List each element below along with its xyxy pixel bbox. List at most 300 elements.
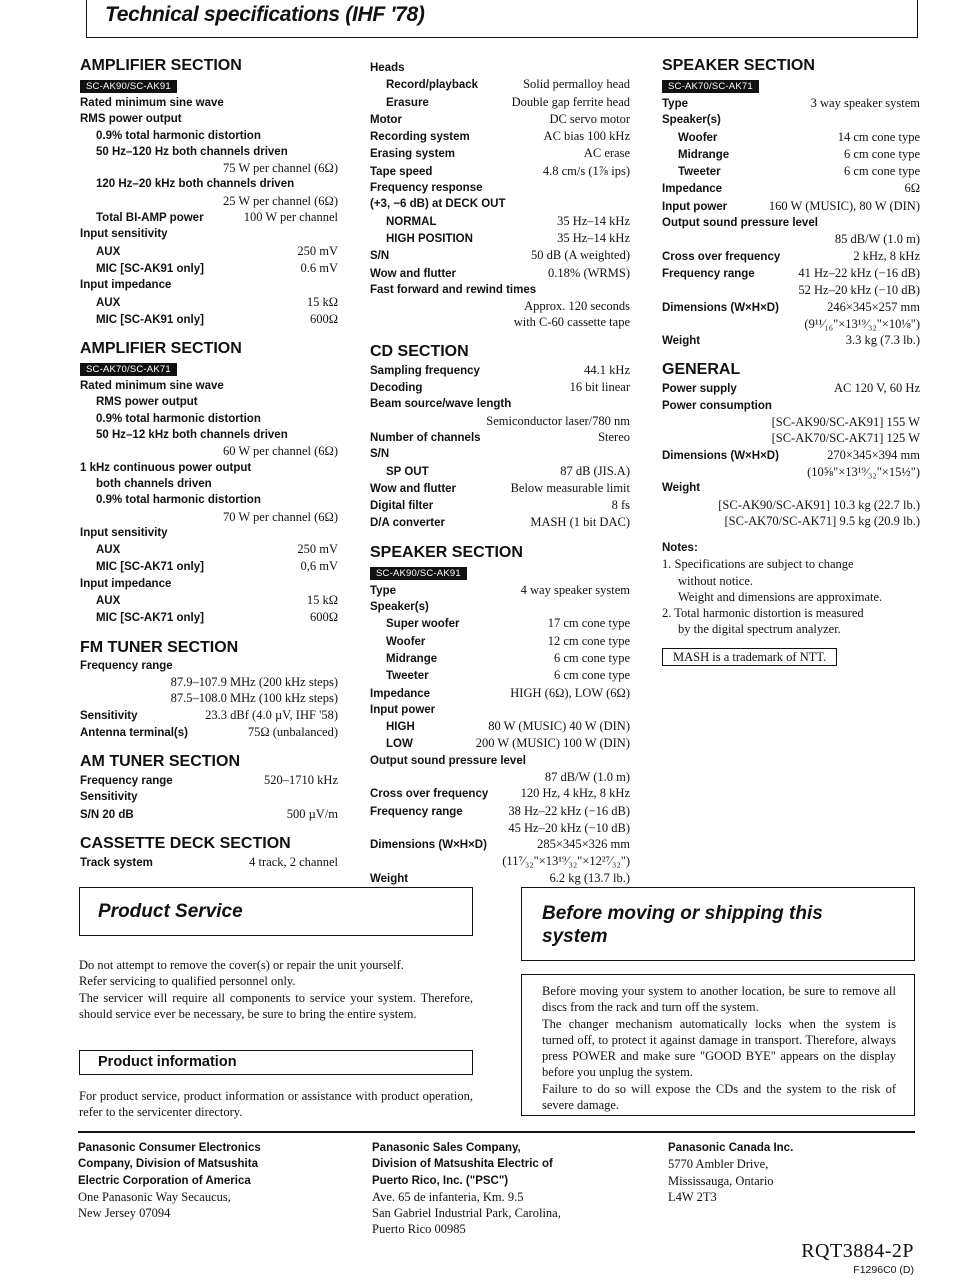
spec-row — [662, 215, 920, 231]
spec-label: 120 Hz–20 kHz both channels driven — [96, 178, 295, 191]
spec-row — [370, 362, 630, 379]
section-heading: FM TUNER SECTION — [80, 638, 239, 656]
spec-row — [80, 772, 338, 789]
note-1c: Weight and dimensions are approximate. — [678, 589, 883, 604]
spec-value: 6 cm cone type — [843, 164, 920, 179]
section-heading: AMPLIFIER SECTION — [80, 57, 242, 74]
spec-row — [80, 690, 338, 706]
spec-row — [80, 243, 338, 260]
spec-label: Input power — [662, 200, 728, 213]
spec-value: 6Ω — [904, 181, 920, 196]
spec-value: [SC-AK70/SC-AK71] 125 W — [771, 431, 920, 446]
spec-label: Wow and flutter — [370, 267, 457, 280]
spec-value: 25 W per channel (6Ω) — [222, 193, 338, 208]
spec-label: Recording system — [370, 131, 470, 144]
spec-row — [370, 667, 630, 684]
spec-row — [370, 265, 630, 282]
spec-label: Dimensions (W×H×D) — [370, 839, 487, 852]
product-info-box — [79, 1050, 473, 1075]
moving-line-1: Before moving your system to another location, be sure to remove all discs from the rack and turn off the system. — [542, 984, 896, 1015]
spec-label: Output sound pressure level — [662, 217, 818, 230]
spec-row — [370, 128, 630, 145]
spec-value: Double gap ferrite head — [511, 94, 630, 109]
spec-row — [370, 396, 630, 412]
spec-value: 6 cm cone type — [843, 146, 920, 161]
model-badge-row — [80, 359, 338, 378]
spec-label: 50 Hz–12 kHz both channels driven — [96, 429, 288, 442]
spec-row — [370, 718, 630, 735]
spec-row — [370, 111, 630, 128]
spec-row — [80, 854, 338, 871]
model-badge: SC-AK70/SC-AK71 — [80, 363, 177, 376]
spec-row — [370, 599, 630, 615]
spec-value: 44.1 kHz — [584, 362, 630, 377]
spec-label: Input impedance — [80, 577, 172, 590]
spec-row — [370, 298, 630, 314]
section-heading: AM TUNER SECTION — [80, 753, 240, 771]
spec-row — [370, 497, 630, 514]
spec-row — [662, 112, 920, 128]
spec-label: S/N — [370, 448, 390, 461]
spec-row — [370, 650, 630, 667]
spec-row — [80, 707, 338, 724]
spec-label: Tweeter — [678, 166, 721, 179]
spec-value: 285×345×326 mm — [537, 837, 630, 852]
spec-value: DC servo motor — [549, 111, 630, 126]
address-3 — [668, 1140, 908, 1205]
spec-value: 246×345×257 mm — [827, 299, 920, 314]
section-gap — [80, 627, 338, 638]
spec-row — [80, 443, 338, 459]
spec-value: 250 mV — [297, 243, 338, 258]
spec-value: 12 cm cone type — [547, 633, 630, 648]
spec-value: 16 bit linear — [569, 380, 630, 395]
spec-row — [80, 674, 338, 690]
spec-value: 35 Hz–14 kHz — [557, 213, 630, 228]
notes — [662, 540, 920, 666]
spec-label: Track system — [80, 856, 153, 869]
spec-label: Decoding — [370, 382, 423, 395]
spec-value: 87.5–108.0 MHz (100 kHz steps) — [170, 691, 338, 706]
footer-rule — [78, 1131, 915, 1133]
spec-value: 15 kΩ — [306, 294, 338, 309]
spec-label: Sensitivity — [80, 791, 138, 804]
spec-row — [80, 509, 338, 525]
spec-label: MIC [SC-AK71 only] — [96, 561, 204, 574]
spec-label: both channels driven — [96, 477, 212, 490]
spec-value: 45 Hz–20 kHz (−10 dB) — [508, 820, 630, 835]
spec-label: Weight — [662, 335, 701, 348]
spec-value: 75 W per channel (6Ω) — [222, 161, 338, 176]
address-2 — [372, 1140, 642, 1238]
spec-label: Frequency range — [80, 659, 173, 672]
spec-row — [370, 180, 630, 196]
address-1-line-4: One Panasonic Way Secaucus, — [78, 1189, 231, 1204]
spec-label: Fast forward and rewind times — [370, 283, 537, 296]
spec-row — [370, 213, 630, 230]
spec-label: Antenna terminal(s) — [80, 726, 188, 739]
spec-row — [662, 480, 920, 496]
address-3-line-3: Mississauga, Ontario — [668, 1173, 774, 1188]
spec-label: Super woofer — [386, 618, 460, 631]
address-2-line-3: Puerto Rico, Inc. ("PSC") — [372, 1174, 509, 1187]
spec-row — [370, 413, 630, 429]
spec-label: Erasure — [386, 96, 429, 109]
spec-row — [662, 398, 920, 414]
specs-column-2 — [370, 60, 630, 887]
spec-value: HIGH (6Ω), LOW (6Ω) — [510, 685, 630, 700]
spec-label: 1 kHz continuous power output — [80, 461, 252, 474]
spec-row — [370, 702, 630, 718]
spec-label: Dimensions (W×H×D) — [662, 449, 779, 462]
spec-value: Approx. 120 seconds — [524, 299, 630, 314]
section-heading: GENERAL — [662, 361, 741, 379]
spec-value: 70 W per channel (6Ω) — [222, 509, 338, 524]
spec-value: (9¹¹⁄₁₆"×13¹⁹⁄₃₂"×10⅛") — [804, 316, 920, 331]
spec-row — [370, 247, 630, 264]
spec-value: Below measurable limit — [510, 480, 630, 495]
spec-row — [370, 314, 630, 330]
note-1b: without notice. — [678, 573, 753, 588]
model-badge-row — [80, 76, 338, 95]
moving-text — [542, 983, 896, 1113]
spec-label: Digital filter — [370, 500, 434, 513]
product-info-text — [79, 1088, 473, 1121]
spec-value: 0.18% (WRMS) — [548, 265, 630, 280]
spec-value: 17 cm cone type — [547, 616, 630, 631]
spec-label: Total BI-AMP power — [96, 212, 204, 225]
spec-row — [370, 769, 630, 785]
spec-label: Sampling frequency — [370, 364, 480, 377]
spec-row — [370, 753, 630, 769]
spec-label: Midrange — [678, 148, 730, 161]
section-heading: SPEAKER SECTION — [662, 57, 815, 74]
spec-label: HIGH POSITION — [386, 232, 473, 245]
spec-value: 160 W (MUSIC), 80 W (DIN) — [768, 198, 920, 213]
spec-value: 4 track, 2 channel — [249, 854, 338, 869]
spec-value: 520–1710 kHz — [264, 773, 338, 788]
spec-value: 500 µV/m — [286, 806, 338, 821]
document-code: RQT3884-2P — [801, 1240, 914, 1262]
spec-label: Tweeter — [386, 670, 429, 683]
spec-label: 50 Hz–120 Hz both channels driven — [96, 145, 288, 158]
model-badge: SC-AK90/SC-AK91 — [80, 80, 177, 93]
spec-label: (+3, −6 dB) at DECK OUT — [370, 198, 506, 211]
spec-label: RMS power output — [80, 113, 182, 126]
spec-label: Wow and flutter — [370, 482, 457, 495]
spec-label: Frequency response — [370, 182, 483, 195]
spec-label: Type — [662, 98, 688, 110]
spec-row — [370, 429, 630, 446]
spec-row — [370, 615, 630, 632]
section-gap — [80, 823, 338, 834]
spec-row — [370, 803, 630, 820]
print-code: F1296C0 (D) — [853, 1264, 914, 1276]
spec-label: Woofer — [386, 635, 426, 648]
spec-value: 100 W per channel — [243, 210, 338, 225]
spec-value: Semiconductor laser/780 nm — [486, 413, 630, 428]
spec-row — [662, 414, 920, 430]
spec-row — [370, 230, 630, 247]
spec-row — [80, 311, 338, 328]
page-title: Technical specifications (IHF '78) — [105, 3, 425, 26]
spec-value: MASH (1 bit DAC) — [530, 515, 630, 530]
spec-row — [370, 282, 630, 298]
spec-label: Input impedance — [80, 279, 172, 292]
spec-label: Woofer — [678, 131, 718, 144]
section-gap — [370, 331, 630, 342]
spec-value: 4 way speaker system — [520, 582, 630, 597]
address-2-line-2: Division of Matsushita Electric of — [372, 1158, 553, 1171]
spec-row — [80, 209, 338, 226]
spec-label: Output sound pressure level — [370, 754, 526, 767]
section-heading: CD SECTION — [370, 342, 469, 360]
spec-value: 52 Hz–20 kHz (−10 dB) — [798, 283, 920, 298]
address-2-line-4: Ave. 65 de infanteria, Km. 9.5 — [372, 1189, 524, 1204]
spec-value: 4.8 cm/s (1⅞ ips) — [542, 163, 630, 178]
spec-label: LOW — [386, 738, 413, 751]
spec-row — [662, 231, 920, 247]
spec-row — [80, 176, 338, 192]
spec-label: MIC [SC-AK91 only] — [96, 262, 204, 275]
note-2b: by the digital spectrum analyzer. — [678, 622, 841, 637]
section-gap — [80, 741, 338, 752]
spec-row — [80, 378, 338, 394]
spec-label: Record/playback — [386, 79, 479, 92]
spec-label: Weight — [370, 872, 409, 885]
spec-value: 270×345×394 mm — [827, 447, 920, 462]
product-info-title: Product information — [98, 1054, 237, 1070]
spec-value: 0,6 mV — [300, 559, 338, 574]
spec-value: 2 kHz, 8 kHz — [853, 248, 920, 263]
moving-line-3: Failure to do so will expose the CDs and the system to the risk of severe damage. — [542, 1081, 896, 1113]
spec-row — [662, 513, 920, 529]
address-1-line-5: New Jersey 07094 — [78, 1206, 171, 1221]
spec-value: 87.9–107.9 MHz (200 kHz steps) — [170, 674, 338, 689]
title-box — [86, 0, 918, 38]
section-heading: CASSETTE DECK SECTION — [80, 834, 291, 852]
spec-label: Heads — [370, 62, 405, 74]
spec-value: 35 Hz–14 kHz — [557, 230, 630, 245]
specs-column-3 — [662, 56, 920, 529]
model-badge-row — [370, 563, 630, 582]
spec-label: Tape speed — [370, 165, 433, 178]
spec-value: 15 kΩ — [306, 593, 338, 608]
service-line-2: Refer servicing to qualified personnel only. — [79, 974, 296, 989]
section-heading: SPEAKER SECTION — [370, 543, 523, 561]
spec-row — [370, 685, 630, 702]
spec-row — [662, 299, 920, 316]
address-2-line-6: Puerto Rico 00985 — [372, 1222, 466, 1237]
spec-label: Type — [370, 584, 396, 597]
product-info-line: For product service, product information or assistance with product operation, refer to the servicenter directory. — [79, 1089, 473, 1120]
address-1-line-2: Company, Division of Matsushita — [78, 1158, 258, 1171]
spec-value: 85 dB/W (1.0 m) — [834, 232, 920, 247]
spec-row — [370, 836, 630, 853]
spec-label: Cross over frequency — [662, 250, 781, 263]
model-badge: SC-AK90/SC-AK91 — [370, 567, 467, 580]
spec-row — [370, 145, 630, 162]
spec-label: Dimensions (W×H×D) — [662, 301, 779, 314]
spec-label: Sensitivity — [80, 709, 138, 722]
spec-row — [662, 497, 920, 513]
spec-row — [80, 128, 338, 144]
spec-label: 0.9% total harmonic distortion — [96, 129, 261, 142]
spec-label: RMS power output — [96, 396, 198, 409]
spec-row — [662, 129, 920, 146]
spec-value: 75Ω (unbalanced) — [247, 724, 338, 739]
address-2-line-5: San Gabriel Industrial Park, Carolina, — [372, 1206, 561, 1221]
spec-row — [662, 447, 920, 464]
spec-label: Motor — [370, 113, 402, 126]
spec-row — [370, 60, 630, 76]
spec-label: S/N — [370, 250, 390, 263]
spec-row — [370, 514, 630, 531]
address-1 — [78, 1140, 338, 1221]
trademark-note: MASH is a trademark of NTT. — [662, 648, 837, 666]
spec-label: Number of channels — [370, 431, 481, 444]
address-2-line-1: Panasonic Sales Company, — [372, 1142, 521, 1154]
product-service-text — [79, 957, 473, 1022]
spec-row — [80, 576, 338, 592]
spec-row — [370, 785, 630, 802]
spec-label: Weight — [662, 482, 701, 495]
spec-label: Frequency range — [662, 267, 755, 280]
spec-value: 6.2 kg (13.7 lb.) — [549, 870, 630, 885]
spec-row — [662, 180, 920, 197]
spec-value: 120 Hz, 4 kHz, 8 kHz — [520, 786, 630, 801]
spec-value: 600Ω — [309, 311, 338, 326]
spec-label: Power supply — [662, 383, 737, 396]
spec-row — [370, 76, 630, 93]
specs-column-1 — [80, 56, 338, 871]
spec-row — [662, 316, 920, 332]
spec-row — [80, 95, 338, 111]
spec-label: Input power — [370, 703, 436, 716]
spec-row — [370, 870, 630, 887]
spec-row — [662, 282, 920, 298]
service-line-1: Do not attempt to remove the cover(s) or repair the unit yourself. — [79, 958, 404, 972]
spec-label: Speaker(s) — [662, 114, 721, 127]
spec-row — [662, 430, 920, 446]
spec-row — [80, 806, 338, 823]
spec-label: Cross over frequency — [370, 788, 489, 801]
spec-row — [80, 609, 338, 626]
spec-value: Stereo — [598, 429, 630, 444]
spec-label: MIC [SC-AK71 only] — [96, 612, 204, 625]
address-1-line-1: Panasonic Consumer Electronics — [78, 1142, 261, 1154]
spec-label: 0.9% total harmonic distortion — [96, 494, 261, 507]
spec-value: [SC-AK90/SC-AK91] 10.3 kg (22.7 lb.) — [718, 497, 920, 512]
spec-row — [370, 735, 630, 752]
section-heading: AMPLIFIER SECTION — [80, 340, 242, 358]
service-line-3: The servicer will require all components to service your system. Therefore, should service ever be necessary, be sure to bring the entire system. — [79, 990, 473, 1021]
section-gap — [662, 349, 920, 360]
spec-row — [662, 265, 920, 282]
spec-label: Power consumption — [662, 399, 772, 412]
address-3-line-4: L4W 2T3 — [668, 1189, 717, 1204]
spec-value: 23.3 dBf (4.0 µV, IHF '58) — [205, 707, 338, 722]
address-3-line-1: Panasonic Canada Inc. — [668, 1142, 794, 1154]
spec-row — [80, 724, 338, 741]
spec-row — [370, 94, 630, 111]
spec-value: Solid permalloy head — [523, 77, 630, 92]
spec-label: Frequency range — [370, 805, 463, 818]
spec-label: Impedance — [662, 183, 723, 196]
moving-line-2: The changer mechanism automatically locks when the system is turned off, to protect it against damage in transport. Therefore, always press POWER and make sure "GOOD BYE" appears on the display before you unplug the system. — [542, 1016, 896, 1080]
spec-value: 14 cm cone type — [837, 129, 920, 144]
spec-label: D/A converter — [370, 517, 445, 530]
spec-row — [370, 633, 630, 650]
spec-row — [662, 198, 920, 215]
spec-label: Speaker(s) — [370, 601, 429, 614]
spec-row — [80, 658, 338, 674]
spec-value: 3.3 kg (7.3 lb.) — [845, 333, 920, 348]
spec-label: Erasing system — [370, 148, 456, 161]
spec-row — [80, 492, 338, 508]
spec-row — [80, 476, 338, 492]
spec-row — [370, 480, 630, 497]
spec-value: 50 dB (A weighted) — [531, 248, 630, 263]
spec-label: AUX — [96, 544, 121, 557]
spec-value: 60 W per channel (6Ω) — [222, 444, 338, 459]
model-badge: SC-AK70/SC-AK71 — [662, 80, 759, 93]
spec-value: 41 Hz–22 kHz (−16 dB) — [798, 265, 920, 280]
section-gap — [370, 532, 630, 543]
product-service-box — [79, 887, 473, 936]
spec-label: Impedance — [370, 687, 431, 700]
spec-label: Beam source/wave length — [370, 398, 512, 411]
spec-label: Input sensitivity — [80, 526, 168, 539]
moving-title: Before moving or shipping this system — [542, 903, 823, 947]
spec-row — [80, 592, 338, 609]
note-2: 2. Total harmonic distortion is measured — [662, 606, 864, 621]
address-3-line-2: 5770 Ambler Drive, — [668, 1157, 769, 1172]
spec-row — [80, 394, 338, 410]
spec-row — [370, 163, 630, 180]
spec-label: AUX — [96, 595, 121, 608]
spec-label: Midrange — [386, 652, 438, 665]
spec-label: Frequency range — [80, 775, 173, 788]
spec-label: Rated minimum sine wave — [80, 380, 224, 393]
spec-value: with C-60 cassette tape — [513, 315, 630, 330]
spec-row — [80, 160, 338, 176]
moving-text-box — [521, 974, 915, 1116]
spec-row — [662, 146, 920, 163]
spec-row — [80, 541, 338, 558]
spec-value: (11⁷⁄₃₂"×13¹⁹⁄₃₂"×12²⁷⁄₃₂") — [502, 854, 630, 869]
product-service-title: Product Service — [98, 901, 243, 922]
spec-label: MIC [SC-AK91 only] — [96, 313, 204, 326]
address-1-line-3: Electric Corporation of America — [78, 1174, 251, 1187]
spec-value: 3 way speaker system — [810, 96, 920, 110]
spec-label: HIGH — [386, 721, 415, 734]
spec-row — [370, 463, 630, 480]
spec-row — [80, 260, 338, 277]
spec-row — [80, 427, 338, 443]
spec-label: Rated minimum sine wave — [80, 97, 224, 109]
spec-value: AC erase — [583, 146, 630, 161]
spec-row — [370, 582, 630, 599]
spec-row — [370, 379, 630, 396]
spec-row — [80, 193, 338, 209]
spec-value: 80 W (MUSIC) 40 W (DIN) — [488, 719, 630, 734]
spec-value: 600Ω — [309, 610, 338, 625]
spec-row — [370, 820, 630, 836]
spec-row — [662, 332, 920, 349]
spec-label: S/N 20 dB — [80, 808, 134, 821]
spec-row — [662, 380, 920, 397]
